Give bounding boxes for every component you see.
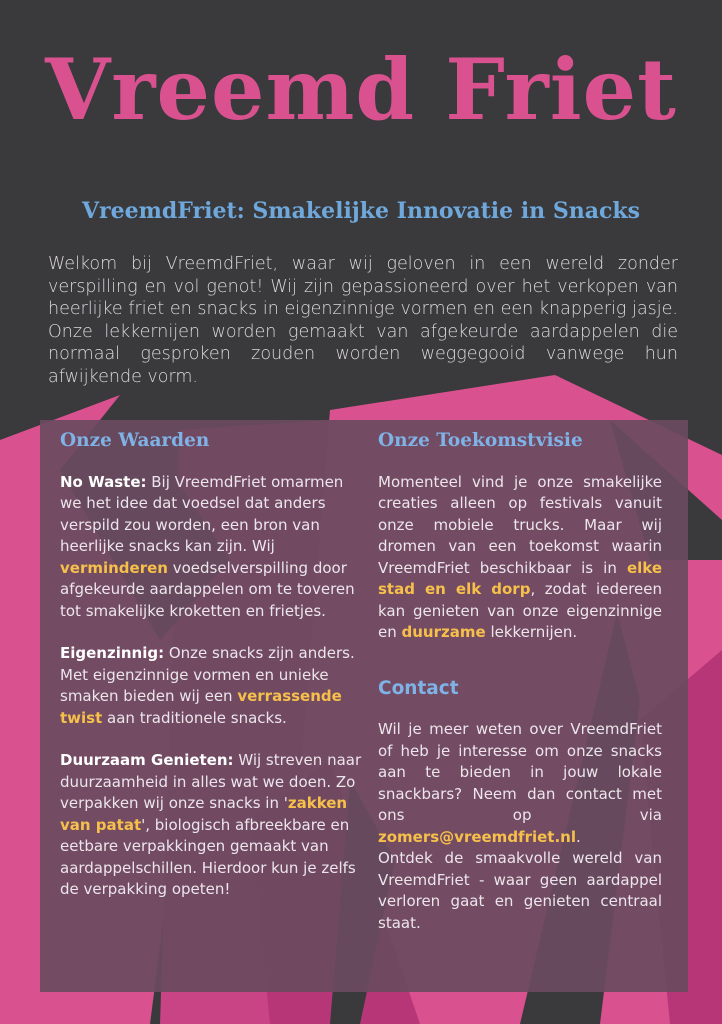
- vision-paragraph: [378, 472, 662, 644]
- contact-heading: Contact: [378, 677, 459, 699]
- vision-text: lekkernijen.: [485, 623, 578, 641]
- vision-column: [378, 430, 662, 934]
- value-lead: Duurzaam Genieten:: [60, 751, 234, 769]
- page-subtitle: VreemdFriet: Smakelijke Innovatie in Snacks: [81, 198, 640, 224]
- closing-paragraph: Ontdek de smaakvolle wereld van VreemdFriet - waar geen aardappel verloren gaat en genieten centraal staat.: [378, 849, 662, 932]
- value-text: Onze snacks zijn anders. Met eigenzinnige vormen en unieke smaken bieden wij een: [60, 644, 355, 705]
- value-highlight: verrassende twist: [60, 687, 342, 727]
- vision-highlight: duurzame: [401, 623, 486, 641]
- vision-text: , zodat iedereen kan genieten van onze eigenzinnige en: [378, 580, 662, 641]
- value-text: voedselverspilling door afgekeurde aardappelen om te toveren tot smakelijke kroketten en frietjes.: [60, 558, 355, 620]
- contact-paragraph: [378, 719, 662, 848]
- value-lead: Eigenzinnig:: [60, 644, 165, 662]
- value-highlight: verminderen: [60, 558, 168, 577]
- value-text: Wij streven naar duurzaamheid in alles wat we doen. Zo verpakken wij onze snacks in ': [60, 751, 362, 812]
- value-no-waste: [60, 472, 365, 623]
- value-text: ', biologisch afbreekbare en eetbare verpakkingen gemaakt van aardappelschillen. Hierdoor kun je zelfs de verpakking opeten!: [60, 815, 356, 898]
- value-lead: No Waste:: [60, 472, 147, 491]
- value-text: aan traditionele snacks.: [102, 708, 287, 727]
- value-duurzaam: [60, 750, 365, 901]
- intro-paragraph: Welkom bij VreemdFriet, waar wij geloven in een wereld zonder verspilling en vol genot! Wij zijn gepassioneerd over het verkopen van heerlijke friet en snacks in eigenzinnige vormen en een knapperig jasje. Onze lekkernijen worden gemaakt van afgekeurde aardappelen die normaal gesproken zouden worden weggegooid vanwege hun afwijkende vorm.: [48, 254, 678, 387]
- contact-email-link[interactable]: zomers@vreemdfriet.nl: [378, 827, 576, 846]
- value-highlight: zakken van patat: [60, 794, 348, 834]
- value-text: Bij VreemdFriet omarmen we het idee dat voedsel dat anders verspild zou worden, een bron van heerlijke snacks kan zijn. Wij: [60, 472, 344, 555]
- values-column: [60, 430, 365, 922]
- vision-highlight: elke stad en elk dorp: [378, 558, 662, 598]
- value-eigenzinnig: [60, 643, 365, 729]
- contact-text: Wil je meer weten over VreemdFriet of heb je interesse om onze snacks aan te bieden in jouw lokale snackbars? Neem dan contact met ons op via: [378, 720, 662, 824]
- vision-heading: Onze Toekomstvisie: [378, 430, 583, 451]
- page-title: Vreemd Friet: [45, 40, 677, 139]
- vision-text: Momenteel vind je onze smakelijke creaties alleen op festivals vanuit onze mobiele trucks. Maar wij dromen van een toekomst waarin VreemdFriet beschikbaar is in: [378, 472, 662, 577]
- contact-text: .: [575, 827, 581, 846]
- values-heading: Onze Waarden: [60, 430, 210, 451]
